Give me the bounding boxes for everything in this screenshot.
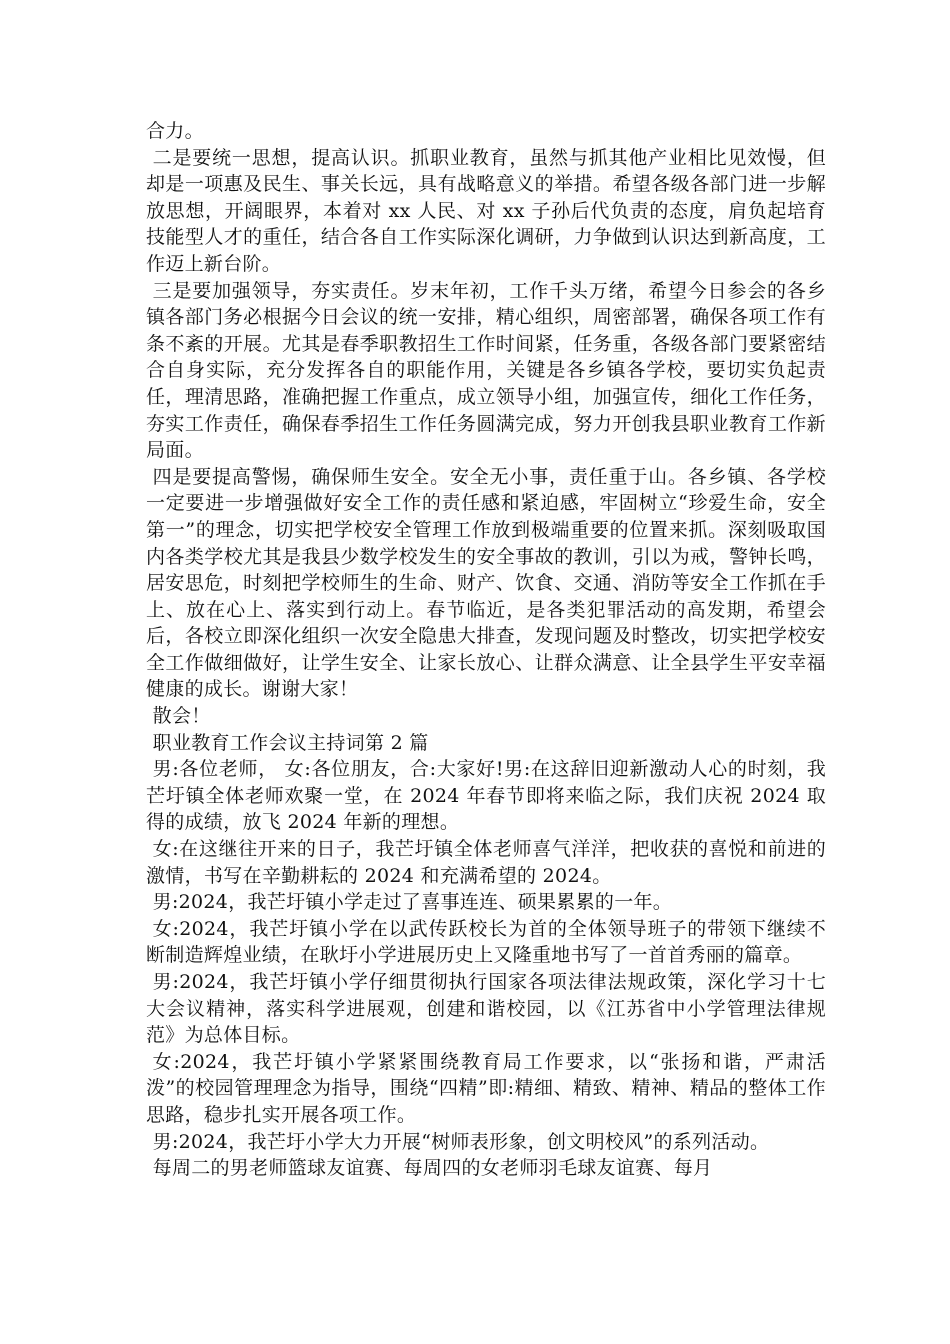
paragraph: 男:2024，我芒圩镇小学仔细贯彻执行国家各项法律法规政策，深化学习十七大会议精神，落实科学进展观，创建和谐校园，以《江苏省中小学管理法律规范》为总体目标。 — [146, 971, 826, 1047]
paragraph: 二是要统一思想，提高认识。抓职业教育，虽然与抓其他产业相比见效慢，但却是一项惠及民生、事关长远，具有战略意义的举措。希望各级各部门进一步解放思想，开阔眼界，本着对 xx 人民、对 xx 子孙后代负责的态度，肩负起培育技能型人才的重任，结合各自工作实际深化调研，力争做到认识达到新高度，工作迈上新台阶。 — [146, 146, 826, 275]
paragraph: 三是要加强领导，夯实责任。岁末年初，工作千头万绪，希望今日参会的各乡镇各部门务必根据今日会议的统一安排，精心组织，周密部署，确保各项工作有条不紊的开展。尤其是春季职教招生工作时间紧，任务重，各级各部门要紧密结合自身实际，充分发挥各自的职能作用，关键是各乡镇各学校，要切实负起责任，理清思路，准确把握工作重点，成立领导小组，加强宣传，细化工作任务，夯实工作责任，确保春季招生工作任务圆满完成，努力开创我县职业教育工作新局面。 — [146, 279, 826, 462]
paragraph: 四是要提高警惕，确保师生安全。安全无小事，责任重于山。各乡镇、各学校一定要进一步增强做好安全工作的责任感和紧迫感，牢固树立“珍爱生命，安全第一”的理念，切实把学校安全管理工作放到极端重要的位置来抓。深刻吸取国内各类学校尤其是我县少数学校发生的安全事故的教训，引以为戒，警钟长鸣，居安思危，时刻把学校师生的生命、财产、饮食、交通、消防等安全工作抓在手上、放在心上、落实到行动上。春节临近，是各类犯罪活动的高发期，希望会后，各校立即深化组织一次安全隐患大排查，发现问题及时整改，切实把学校安全工作做细做好，让学生安全、让家长放心、让群众满意、让全县学生平安幸福健康的成长。谢谢大家！ — [146, 465, 826, 701]
paragraph: 男:2024，我芒圩镇小学走过了喜事连连、硕果累累的一年。 — [152, 891, 673, 914]
paragraph: 女:2024，我芒圩镇小学在以武传跃校长为首的全体领导班子的带领下继续不断制造辉煌业绩，在耿圩小学进展历史上又隆重地书写了一首首秀丽的篇章。 — [146, 917, 826, 967]
paragraph: 散会！ — [152, 705, 211, 728]
paragraph: 每周二的男老师篮球友谊赛、每周四的女老师羽毛球友谊赛、每月 — [152, 1157, 713, 1180]
paragraph: 女:在这继往开来的日子，我芒圩镇全体老师喜气洋洋，把收获的喜悦和前进的激情，书写在辛勤耕耘的 2024 和充满希望的 2024。 — [146, 838, 826, 887]
paragraph: 男:各位老师， 女:各位朋友，合:大家好!男:在这辞旧迎新激动人心的时刻，我芒圩镇全体老师欢聚一堂，在 2024 年春节即将来临之际，我们庆祝 2024 取得的成绩，放飞 2024 年新的理想。 — [146, 758, 826, 834]
paragraph: 男:2024，我芒圩小学大力开展“树师表形象，创文明校风”的系列活动。 — [152, 1130, 770, 1153]
document-body — [146, 118, 826, 1182]
paragraph: 女:2024，我芒圩镇小学紧紧围绕教育局工作要求，以“张扬和谐，严肃活泼”的校园管理理念为指导，围绕“四精”即:精细、精致、精神、精品的整体工作思路，稳步扎实开展各项工作。 — [146, 1050, 826, 1126]
section-heading: 职业教育工作会议主持词第 2 篇 — [152, 731, 429, 754]
paragraph: 合力。 — [146, 120, 204, 142]
